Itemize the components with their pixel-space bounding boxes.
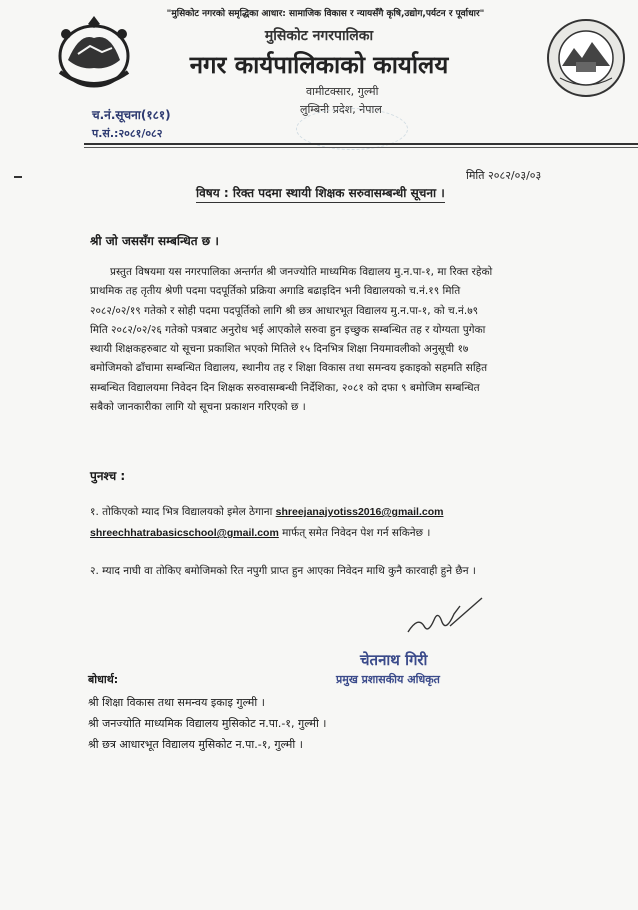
postscript-label: पुनश्च :: [90, 469, 126, 483]
cc-label: बोधार्थ:: [88, 673, 119, 686]
body-line: स्थायी शिक्षकहरुबाट यो सूचना प्रकाशित भएको मितिले १५ दिनभित्र शिक्षा नियमावलीको अनुसूची १७: [90, 343, 469, 356]
address-line-2: लुम्बिनी प्रदेश, नेपाल: [300, 103, 382, 116]
cc-item: श्री शिक्षा विकास तथा समन्वय इकाइ गुल्मी ।: [88, 696, 265, 709]
address-line-1: वामीटक्सार, गुल्मी: [306, 85, 379, 98]
point-1-prefix: १. तोकिएको म्याद भित्र विद्यालयको इमेल ठेगाना: [90, 506, 276, 518]
municipality-seal-icon: [546, 18, 626, 98]
header-divider: [84, 143, 638, 145]
cc-item: श्री जनज्योति माध्यमिक विद्यालय मुसिकोट न.पा.-१, गुल्मी ।: [88, 717, 327, 730]
fiscal-year: प.सं.:२०८१/०८२: [92, 127, 163, 140]
reference-number: च.नं.सूचना(१८१): [92, 108, 171, 122]
body-line: बमोजिमको ढाँचामा सम्बन्धित विद्यालय, स्थानीय तह र शिक्षा विकास तथा समन्वय इकाइको सहमति सहित: [90, 362, 488, 375]
email-link-janajyoti[interactable]: shreejanajyotiss2016@gmail.com: [275, 506, 444, 518]
body-line: २०८२/०२/१९ गतेको र सोही पदमा पदपूर्तिको लागि श्री छत्र आधारभूत विद्यालय मु.न.पा-१, को च.नं.७९: [90, 304, 479, 317]
letter-body: [90, 263, 565, 417]
margin-mark: [14, 176, 22, 178]
postscript-point-1-cont: [90, 526, 430, 540]
body-line: मिति २०८२/०२/२६ गतेको पत्रबाट अनुरोध भई आएकोले सरुवा हुन इच्छुक सम्बन्धित तह र योग्यता पुगेका: [90, 323, 486, 336]
postscript-point-1: [90, 505, 443, 519]
letter-subject: विषय : रिक्त पदमा स्थायी शिक्षक सरुवासम्बन्धी सूचना ।: [196, 184, 445, 203]
office-title: नगर कार्यपालिकाको कार्यालय: [189, 51, 449, 79]
signatory-title: प्रमुख प्रशासकीय अधिकृत: [336, 673, 440, 686]
email-link-chhatra[interactable]: shreechhatrabasicschool@gmail.com: [90, 527, 279, 539]
body-line: प्राथमिक तह तृतीय श्रेणी पदमा पदपूर्तिको प्रक्रिया अगाडि बढाइदिन भनी विद्यालयको च.नं.१९ मिति: [90, 285, 461, 298]
signatory-name: चेतनाथ गिरी: [360, 651, 428, 669]
handwritten-signature: [404, 596, 484, 640]
letter-salutation: श्री जो जससँग सम्बन्धित छ ।: [90, 234, 219, 248]
municipality-motto: "मुसिकोट नगरको समृद्धिका आधार: सामाजिक विकास र न्यायसँगै कृषि,उद्योग,पर्यटन र पूर्वाधार": [166, 9, 485, 19]
postscript-point-2: २. म्याद नाघी वा तोकिए बमोजिमको रित नपुगी प्राप्त हुन आएका निवेदन माथि कुनै कारवाही हुने छैन ।: [90, 565, 476, 577]
cc-list: [88, 692, 326, 755]
body-line: प्रस्तुत विषयमा यस नगरपालिका अन्तर्गत श्री जनज्योति माध्यमिक विद्यालय मु.न.पा-१, मा रिक्त रहेको: [110, 266, 493, 278]
cc-item: श्री छत्र आधारभूत विद्यालय मुसिकोट न.पा.-१, गुल्मी ।: [88, 738, 303, 751]
point-1-suffix: मार्फत् समेत निवेदन पेश गर्न सकिनेछ ।: [278, 527, 431, 539]
municipality-name: मुसिकोट नगरपालिका: [264, 28, 374, 44]
body-line: सम्बन्धित विद्यालयमा निवेदन दिन शिक्षक सरुवासम्बन्धी निर्देशिका, २०८१ को दफा ९ बमोजिम सम्बन्धित: [90, 381, 480, 394]
letter-date: मिति २०८२/०३/०३: [466, 169, 542, 182]
header-divider-thin: [84, 147, 638, 148]
body-line: सबैको जानकारीका लागि यो सूचना प्रकाशन गरिएको छ ।: [90, 401, 306, 414]
